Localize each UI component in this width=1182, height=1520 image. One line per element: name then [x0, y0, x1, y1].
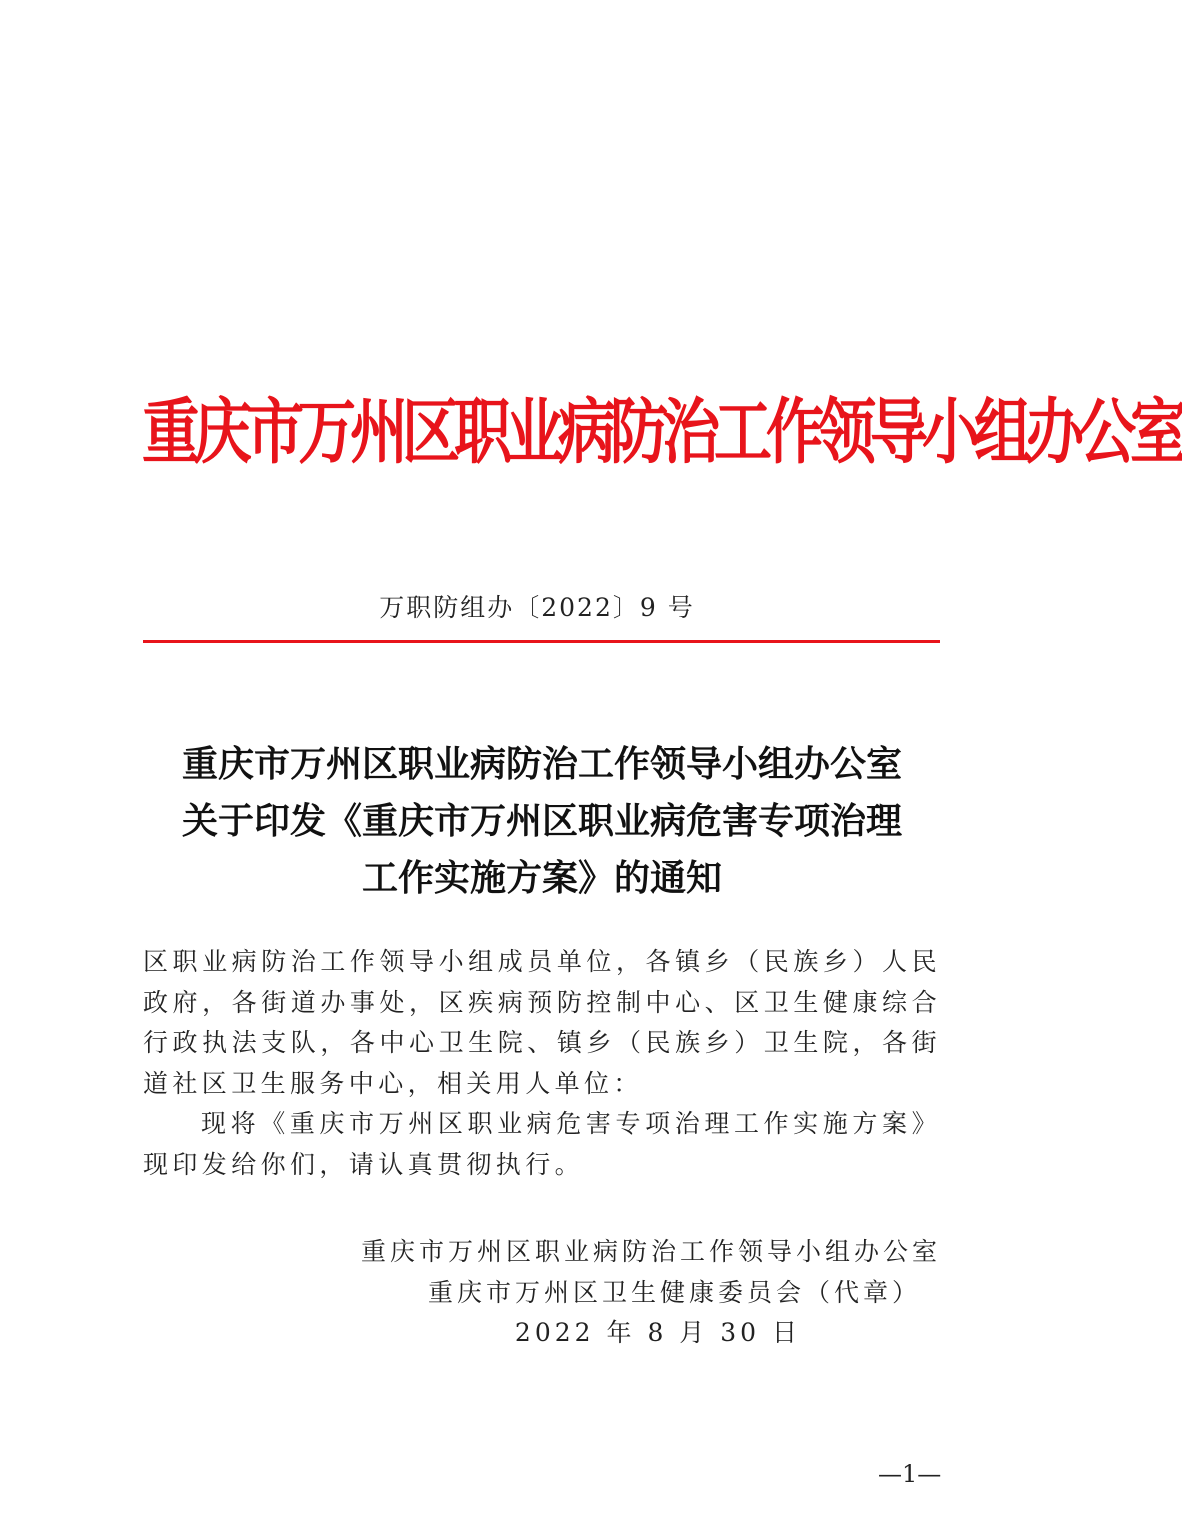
title-line: 重庆市万州区职业病防治工作领导小组办公室: [181, 744, 902, 785]
document-title: [140, 736, 944, 907]
document-body: [143, 942, 941, 1185]
issuing-office-masthead: 重庆市万州区职业病防治工作领导小组办公室: [142, 390, 1182, 474]
signature-line: 重庆市万州区卫生健康委员会（代章）: [427, 1277, 921, 1307]
red-separator-line: [143, 640, 940, 643]
title-line: 关于印发《重庆市万州区职业病危害专项治理: [181, 801, 902, 842]
signature-line: 重庆市万州区职业病防治工作领导小组办公室: [360, 1237, 941, 1266]
body-paragraph: 现将《重庆市万州区职业病危害专项治理工作实施方案》现印发给你们，请认真贯彻执行。: [143, 1109, 941, 1179]
page-number: —1—: [878, 1460, 942, 1488]
signature-block: [361, 1232, 941, 1354]
document-number: 万职防组办〔2022〕9 号: [379, 593, 695, 622]
title-line: 工作实施方案》的通知: [361, 858, 722, 899]
issue-date: 2022 年 8 月 30 日: [514, 1318, 801, 1347]
recipients-paragraph: 区职业病防治工作领导小组成员单位，各镇乡（民族乡）人民政府，各街道办事处，区疾病预防控制中心、区卫生健康综合行政执法支队，各中心卫生院、镇乡（民族乡）卫生院，各街道社区卫生服务中心，相关用人单位：: [143, 947, 941, 1098]
